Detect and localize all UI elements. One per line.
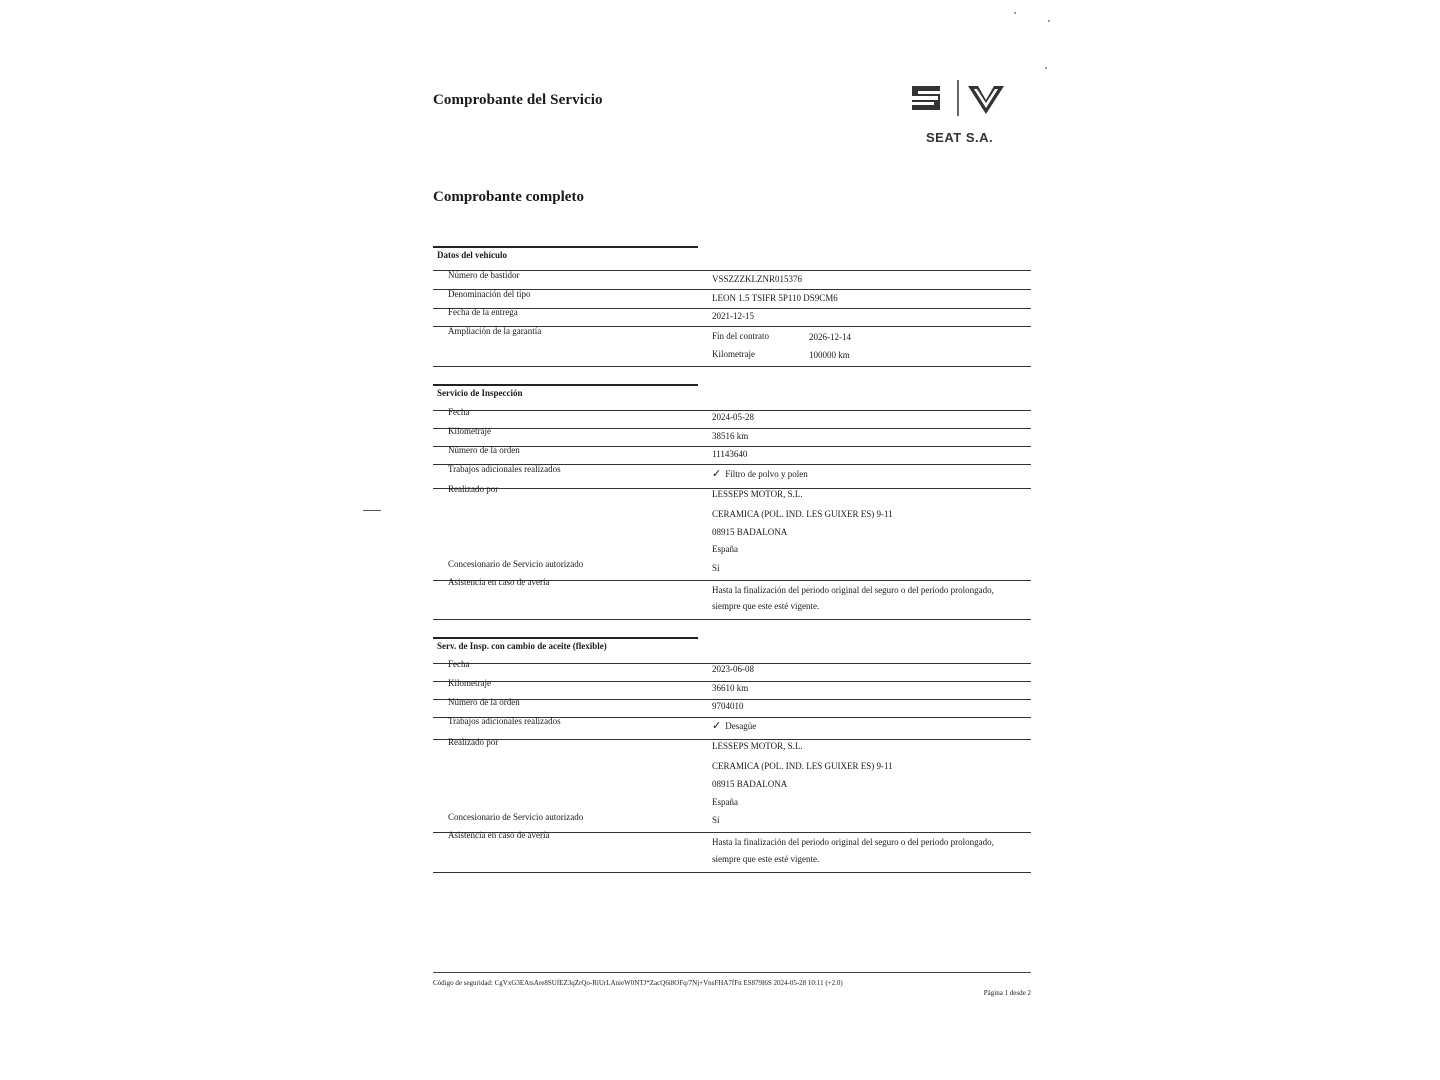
- page-number: Página 1 desde 2: [983, 989, 1031, 997]
- order-value: 11143640: [712, 449, 748, 459]
- cupra-logo-icon: [968, 86, 1004, 114]
- assistance-line: siempre que este esté vigente.: [712, 601, 820, 611]
- vin-value: VSSZZZKLZNR015376: [712, 274, 802, 284]
- date-value: 2023-06-08: [712, 664, 754, 674]
- vehicle-heading: Datos del vehículo: [433, 246, 698, 262]
- scan-speck: [1045, 67, 1047, 69]
- extra-work-label: Trabajos adicionales realizados: [448, 464, 561, 474]
- km-label: Kilometraje: [448, 678, 491, 688]
- dealer-value: Sí: [712, 815, 720, 825]
- row-divider: [433, 872, 1031, 873]
- row-divider: [433, 681, 1031, 682]
- extra-work-text: Filtro de polvo y polen: [725, 469, 808, 479]
- row-divider: [433, 308, 1031, 309]
- section-title: Comprobante completo: [433, 189, 584, 205]
- checkmark-icon: ✓: [712, 467, 722, 480]
- type-label: Denominación del tipo: [448, 289, 531, 299]
- vin-label: Número de bastidor: [448, 270, 520, 280]
- assistance-line: siempre que este esté vigente.: [712, 854, 820, 864]
- seat-logo-icon: [912, 86, 940, 110]
- km-value: 36610 km: [712, 683, 749, 693]
- contract-end-label: Fin del contrato: [712, 331, 769, 341]
- extra-work-value: [712, 719, 756, 732]
- scan-speck: [1014, 12, 1016, 14]
- contract-end-value: 2026-12-14: [809, 332, 851, 342]
- page-title: Comprobante del Servicio: [433, 92, 603, 108]
- dealer-label: Concesionario de Servicio autorizado: [448, 812, 584, 822]
- extra-work-value: [712, 467, 808, 480]
- order-label: Número de la orden: [448, 697, 520, 707]
- delivery-value: 2021-12-15: [712, 311, 754, 321]
- row-divider: [433, 366, 1031, 367]
- date-label: Fecha: [448, 407, 470, 417]
- brand-logos: [910, 78, 1010, 118]
- row-divider: [433, 270, 1031, 271]
- row-divider: [433, 428, 1031, 429]
- performed-by-line: España: [712, 797, 738, 807]
- mileage-label: Kilometraje: [712, 349, 755, 359]
- warranty-label: Ampliación de la garantía: [448, 326, 542, 336]
- row-divider: [433, 619, 1031, 620]
- date-label: Fecha: [448, 659, 470, 669]
- company-name: SEAT S.A.: [926, 130, 994, 145]
- performed-by-label: Realizado por: [448, 484, 499, 494]
- scan-speck: [1048, 20, 1050, 22]
- km-label: Kilometraje: [448, 426, 491, 436]
- row-divider: [433, 699, 1031, 700]
- assistance-line: Hasta la finalización del periodo original del seguro o del periodo prolongado,: [712, 585, 994, 595]
- performed-by-line: LESSEPS MOTOR, S.L.: [712, 489, 803, 499]
- performed-by-line: CERAMICA (POL. IND. LES GUIXER ES) 9-11: [712, 761, 893, 771]
- row-divider: [433, 446, 1031, 447]
- dealer-value: Sí: [712, 563, 720, 573]
- assistance-line: Hasta la finalización del periodo original del seguro o del periodo prolongado,: [712, 837, 994, 847]
- assistance-label: Asistencia en caso de avería: [448, 830, 550, 840]
- performed-by-line: LESSEPS MOTOR, S.L.: [712, 741, 803, 751]
- oil-service-heading: Serv. de Insp. con cambio de aceite (flexible): [433, 637, 698, 653]
- mileage-value: 100000 km: [809, 350, 850, 360]
- performed-by-line: 08915 BADALONA: [712, 779, 788, 789]
- performed-by-line: 08915 BADALONA: [712, 527, 788, 537]
- performed-by-line: España: [712, 544, 738, 554]
- delivery-label: Fecha de la entrega: [448, 307, 518, 317]
- extra-work-label: Trabajos adicionales realizados: [448, 716, 561, 726]
- dealer-label: Concesionario de Servicio autorizado: [448, 559, 584, 569]
- extra-work-text: Desagüe: [725, 721, 757, 731]
- inspection-heading: Servicio de Inspección: [433, 384, 698, 400]
- performed-by-label: Realizado por: [448, 737, 499, 747]
- footer: [433, 972, 1031, 997]
- type-value: LEON 1.5 TSIFR 5P110 DS9CM6: [712, 293, 838, 303]
- checkmark-icon: ✓: [712, 719, 722, 732]
- km-value: 38516 km: [712, 431, 749, 441]
- scan-mark: [363, 510, 381, 511]
- order-label: Número de la orden: [448, 445, 520, 455]
- performed-by-line: CERAMICA (POL. IND. LES GUIXER ES) 9-11: [712, 509, 893, 519]
- order-value: 9704010: [712, 701, 744, 711]
- security-code: Código de seguridad: CgVxG3EAtsAre8SUfEZ3qZrQo-RiUrLAnieW0NTJ*ZacQ6i8OFq/7Nj+VnsFHA7fFn ES879I6S 2024-05-28 10:11 (+2.0): [433, 979, 843, 987]
- row-divider: [433, 410, 1031, 411]
- row-divider: [433, 739, 1031, 740]
- assistance-label: Asistencia en caso de avería: [448, 577, 550, 587]
- date-value: 2024-05-28: [712, 412, 754, 422]
